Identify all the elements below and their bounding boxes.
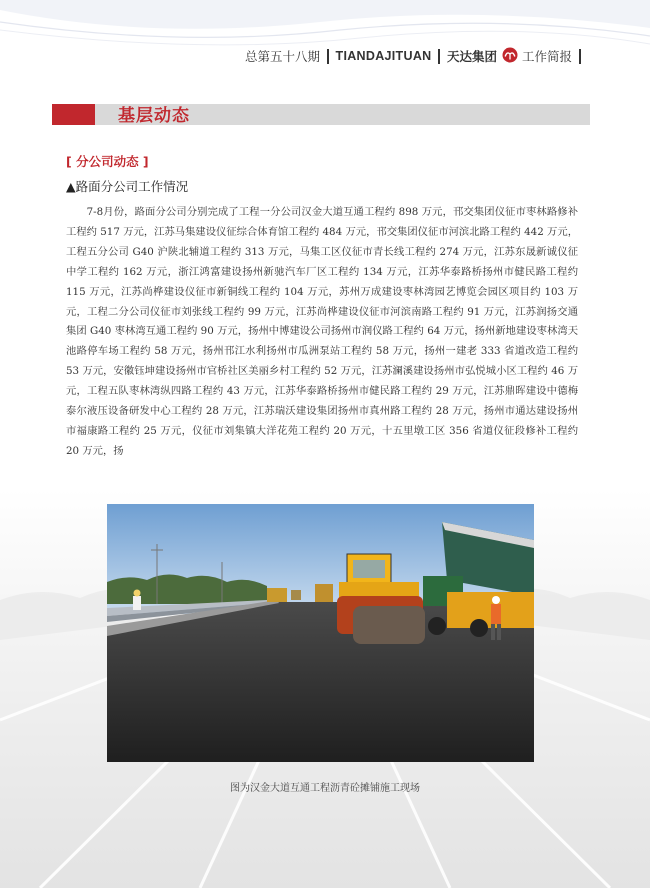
company-logo-icon — [502, 47, 518, 66]
article-title: ▲路面分公司工作情况 — [66, 179, 189, 194]
section-title: 基层动态 — [118, 106, 190, 126]
header-divider — [438, 49, 440, 64]
header-divider — [579, 49, 581, 64]
brand-english: TIANDAJITUAN — [335, 49, 432, 63]
header-divider — [327, 49, 329, 64]
issue-number: 总第五十八期 — [245, 49, 321, 64]
photo-caption: 图为汉金大道互通工程沥青砼摊铺施工现场 — [230, 783, 420, 794]
brand-chinese: 天达集团 — [446, 49, 497, 64]
bulletin-title: 工作简报 — [522, 49, 573, 64]
page-header — [245, 45, 588, 67]
section-accent-block — [52, 104, 95, 125]
paving-site-photo — [107, 504, 534, 762]
subsection-title: [ 分公司动态 ] — [66, 154, 149, 169]
article-body: 7-8月份，路面分公司分别完成了工程一分公司汉金大道互通工程约 898 万元，邗交集团仪征市枣林路修补工程约 517 万元，江苏马集建设仪征综合体育馆工程约 484 万元，邗交集团仪征市河滨北路工程约 442 万元，工程五分公司 G40 沪陕北辅道工程约 313 万元，马集工区仪征市青长线工程约 274 万元，江苏东晟新诚仪征中学工程约 162 万元，浙江鸿富建设扬州新驰汽车厂区工程约 134 万元，江苏华泰路桥扬州市健民路工程约 115 万元，江苏尚桦建设仪征市新铜线工程约 104 万元，苏州万成建设枣林湾园艺博览会园区项目约 103 万元，工程二分公司仪征市刘张线工程约 99 万元，江苏尚桦建设仪征市河滨南路工程约 91 万元，江苏润扬交通集团 G40 枣林湾互通工程约 90 万元，扬州中博建设公司扬州市润仪路工程约 64 万元，扬州新地建设枣林湾天池路停车场工程约 58 万元，扬州邗江水利扬州市瓜洲泵站工程约 58 万元，扬州一建老 333 省道改造工程约 53 万元，安徽钰坤建设扬州市官桥社区美丽乡村工程约 52 万元，江苏澜溪建设扬州市弘悦城小区工程约 46 万元，工程五队枣林湾纵四路工程约 43 万元，江苏华泰路桥扬州市健民路工程约 29 万元，江苏鼎晖建设中德梅泰尔液压设备研发中心工程约 28 万元，江苏瑞沃建设集团扬州市真州路工程约 28 万元，扬州市通达建设扬州市福康路工程约 25 万元，仪征市刘集镇大洋花苑工程约 20 万元，十五里墩工区 356 省道仪征段修补工程约 20 万元，扬 — [66, 206, 578, 457]
